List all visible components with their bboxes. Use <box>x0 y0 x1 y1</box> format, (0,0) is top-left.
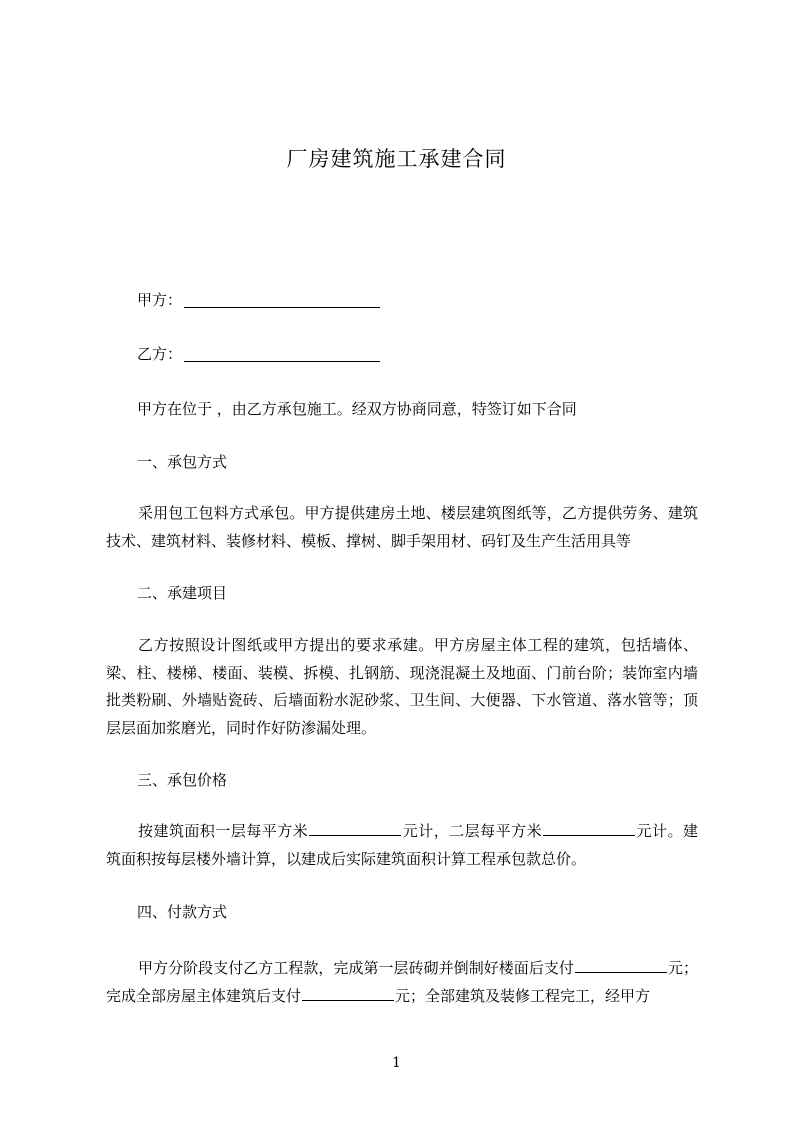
section-4-part-2: 元；完成全部房屋主体建筑后支付 <box>106 959 698 1005</box>
intro-text: 甲方在位于 ，由乙方承包施工。经双方协商同意，特签订如下合同 <box>137 400 577 418</box>
page-number: 1 <box>392 1055 401 1071</box>
payment-1-blank <box>575 959 667 973</box>
section-4-part-3: 元；全部建筑及装修工程完工，经甲方 <box>395 986 651 1005</box>
party-b-blank <box>184 348 380 362</box>
section-3-part-2: 元计，二层每平方米 <box>402 822 543 840</box>
party-b-label: 乙方： <box>137 345 183 363</box>
document-title: 厂房建筑施工承建合同 <box>286 147 507 171</box>
section-3-heading: 三、承包价格 <box>137 771 228 789</box>
party-a-line <box>137 293 380 308</box>
price-floor-2-blank <box>543 822 635 836</box>
section-4-text <box>106 955 698 1010</box>
party-b-line <box>137 347 380 362</box>
section-1-text: 采用包工包料方式承包。甲方提供建房土地、楼层建筑图纸等，乙方提供劳务、建筑技术、建筑材料、装修材料、模板、撑树、脚手架用材、码钉及生产生活用具等 <box>106 504 698 550</box>
section-2-text: 乙方按照设计图纸或甲方提出的要求承建。甲方房屋主体工程的建筑，包括墙体、梁、柱、楼梯、楼面、装模、拆模、扎钢筋、现浇混凝土及地面、门前台阶；装饰室内墙批类粉刷、外墙贴瓷砖、后墙面粉水泥砂浆、卫生间、大便器、下水管道、落水管等；顶层层面加浆磨光，同时作好防渗漏处理。 <box>106 636 698 737</box>
payment-2-blank <box>302 987 394 1001</box>
party-a-blank <box>184 294 380 308</box>
section-1-heading: 一、承包方式 <box>137 453 228 471</box>
price-floor-1-blank <box>309 822 401 836</box>
section-3-text <box>106 818 698 873</box>
section-4-part-1: 甲方分阶段支付乙方工程款，完成第一层砖砌并倒制好楼面后支付 <box>138 959 574 977</box>
section-3-part-1: 按建筑面积一层每平方米 <box>138 822 309 840</box>
section-4-heading: 四、付款方式 <box>137 903 228 921</box>
section-2-heading: 二、承建项目 <box>137 584 228 602</box>
party-a-label: 甲方： <box>137 291 183 309</box>
section-3-part-3: 元计。建筑面积按每层楼外墙计算，以建成后实际建筑面积计算工程承包款总价。 <box>106 822 698 868</box>
